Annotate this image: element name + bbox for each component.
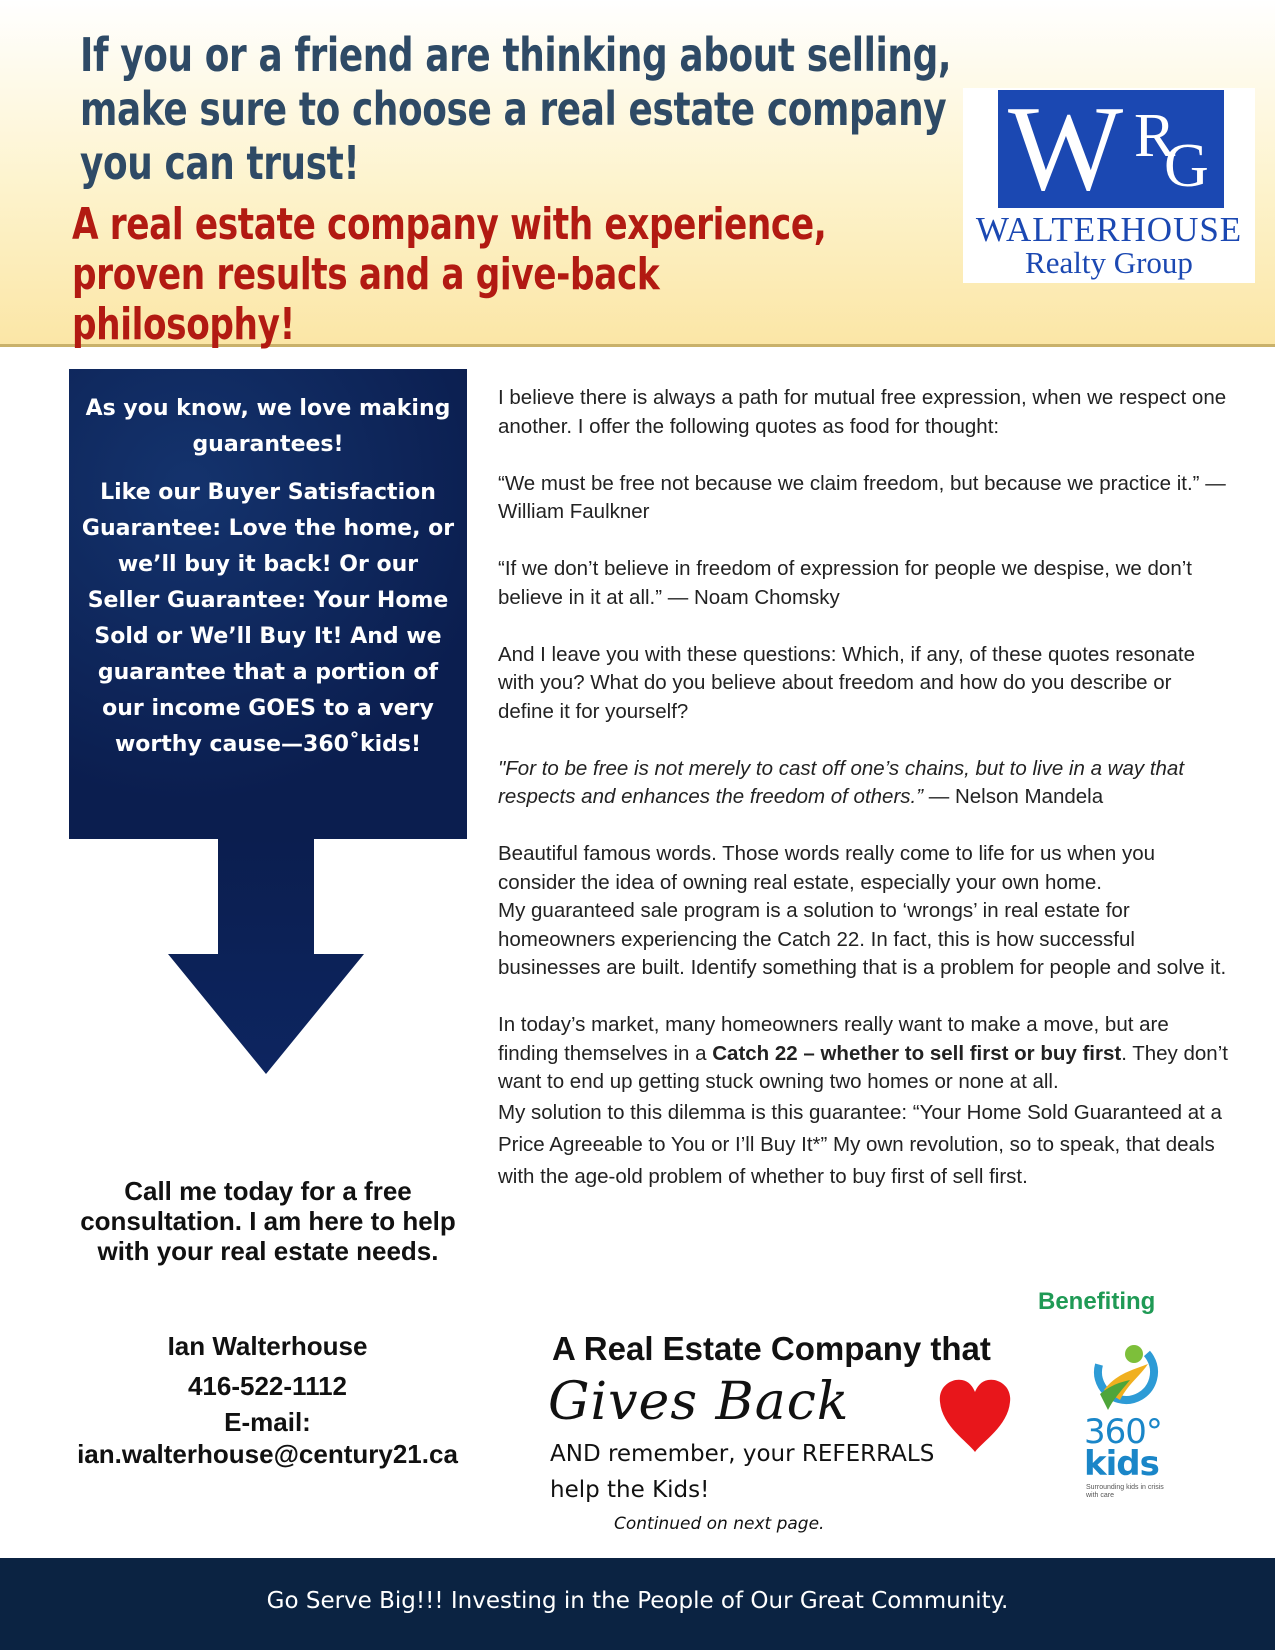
- guarantee-body: Like our Buyer Satisfaction Guarantee: Love the home, or we’ll buy it back! Or our Seller Guarantee: Your Home Sold or We’ll Buy It! And we guarantee that a portion of our income GOES to a very worthy cause—360˚kids!: [81, 480, 455, 757]
- guarantee-text: [79, 391, 457, 775]
- logo-company-sub: Realty Group: [1025, 245, 1193, 280]
- continued-note: Continued on next page.: [614, 1514, 825, 1534]
- guarantee-box: [69, 369, 467, 839]
- 360-kids-logo: [1082, 1340, 1172, 1510]
- headline-line: make sure to choose a real estate company: [80, 82, 947, 136]
- article-paragraph: My guaranteed sale program is a solution to ‘wrongs’ in real estate for homeowners experiencing the Catch 22. In fact, this is how successful businesses are built. Identify something that is a problem for people and solve it.: [498, 899, 1227, 979]
- guarantee-intro: As you know, we love making guarantees!: [85, 396, 451, 457]
- subheadline-line: proven results and a give-back philosophy!: [72, 249, 660, 350]
- article-paragraph: Beautiful famous words. Those words really come to life for us when you consider the idea of owning real estate, especially your own home.: [498, 842, 1156, 894]
- article-paragraph: I believe there is always a path for mutual free expression, when we respect one another. I offer the following quotes as food for thought:: [498, 386, 1227, 438]
- quote-mandela-text: "For to be free is not merely to cast off one’s chains, but to live in a way that respects and enhances the freedom of others.”: [498, 756, 1185, 808]
- contact-name: Ian Walterhouse: [167, 1331, 368, 1361]
- wrg-logo-mark: [998, 81, 1224, 216]
- subheadline: [72, 200, 875, 350]
- kids-figure-icon: [1082, 1340, 1172, 1418]
- catch22-bold: Catch 22 – whether to sell first or buy first: [712, 1041, 1122, 1065]
- quote-mandela: [498, 755, 1228, 812]
- benefiting-label: Benefiting: [1038, 1288, 1156, 1315]
- quote-chomsky: “If we don’t believe in freedom of expression for people we despise, we don’t believe in it at all.” — Noam Chomsky: [498, 557, 1192, 609]
- article-paragraph: My solution to this dilemma is this guarantee: “Your Home Sold Guaranteed at a Price Agreeable to You or I’ll Buy It*” My own revolution, so to speak, that deals with the age-old problem of whether to buy first of sell first.: [498, 1100, 1222, 1188]
- headline-line: you can trust!: [80, 136, 360, 190]
- article-paragraph: And I leave you with these questions: Which, if any, of these quotes resonate with you? What do you believe about freedom and how do you describe or define it for yourself?: [498, 642, 1196, 723]
- contact-phone[interactable]: 416-522-1112: [187, 1371, 348, 1401]
- article-body: [498, 384, 1228, 1221]
- footer-bar: [0, 1558, 1275, 1650]
- headline: [80, 28, 961, 190]
- catch22-post: . They don’t want to end up getting stuck owning two homes or none at all.: [498, 1041, 1228, 1093]
- giveback-title: A Real Estate Company that: [552, 1330, 991, 1367]
- contact-email[interactable]: ian.walterhouse@century21.ca: [77, 1439, 458, 1469]
- contact-email-label: E-mail:: [224, 1407, 311, 1437]
- logo-letter-r: R: [1134, 102, 1176, 170]
- kids-logo-word: kids: [1084, 1444, 1159, 1484]
- giveback-script: Gives Back: [548, 1372, 850, 1432]
- logo-letter-w: W: [1008, 81, 1114, 216]
- article-paragraph: [498, 1011, 1228, 1097]
- referrals-note: AND remember, your REFERRALS help the Kids!: [550, 1441, 935, 1503]
- quote-faulkner: “We must be free not because we claim freedom, but because we practice it.” — William Faulkner: [498, 471, 1226, 523]
- headline-line: If you or a friend are thinking about selling,: [80, 28, 952, 82]
- down-arrow-icon: [168, 838, 364, 1074]
- contact-block: [40, 1326, 495, 1470]
- quote-mandela-attribution: — Nelson Mandela: [923, 785, 1104, 808]
- logo-company-name: WALTERHOUSE: [975, 210, 1243, 249]
- footer-text: Go Serve Big!!! Investing in the People of Our Great Community.: [266, 1588, 1009, 1614]
- walterhouse-logo: [963, 81, 1255, 283]
- header-banner: [0, 0, 1275, 350]
- logo-letter-g: G: [1164, 132, 1209, 200]
- subheadline-line: A real estate company with experience,: [72, 199, 827, 250]
- kids-logo-number: 360°: [1084, 1412, 1162, 1452]
- call-to-action: Call me today for a free consultation. I am here to help with your real estate needs.: [80, 1176, 456, 1266]
- catch22-pre: In today’s market, many homeowners really want to make a move, but are finding themselves in a: [498, 1013, 1169, 1065]
- kids-logo-tagline: Surrounding kids in crisis with care: [1086, 1484, 1164, 1499]
